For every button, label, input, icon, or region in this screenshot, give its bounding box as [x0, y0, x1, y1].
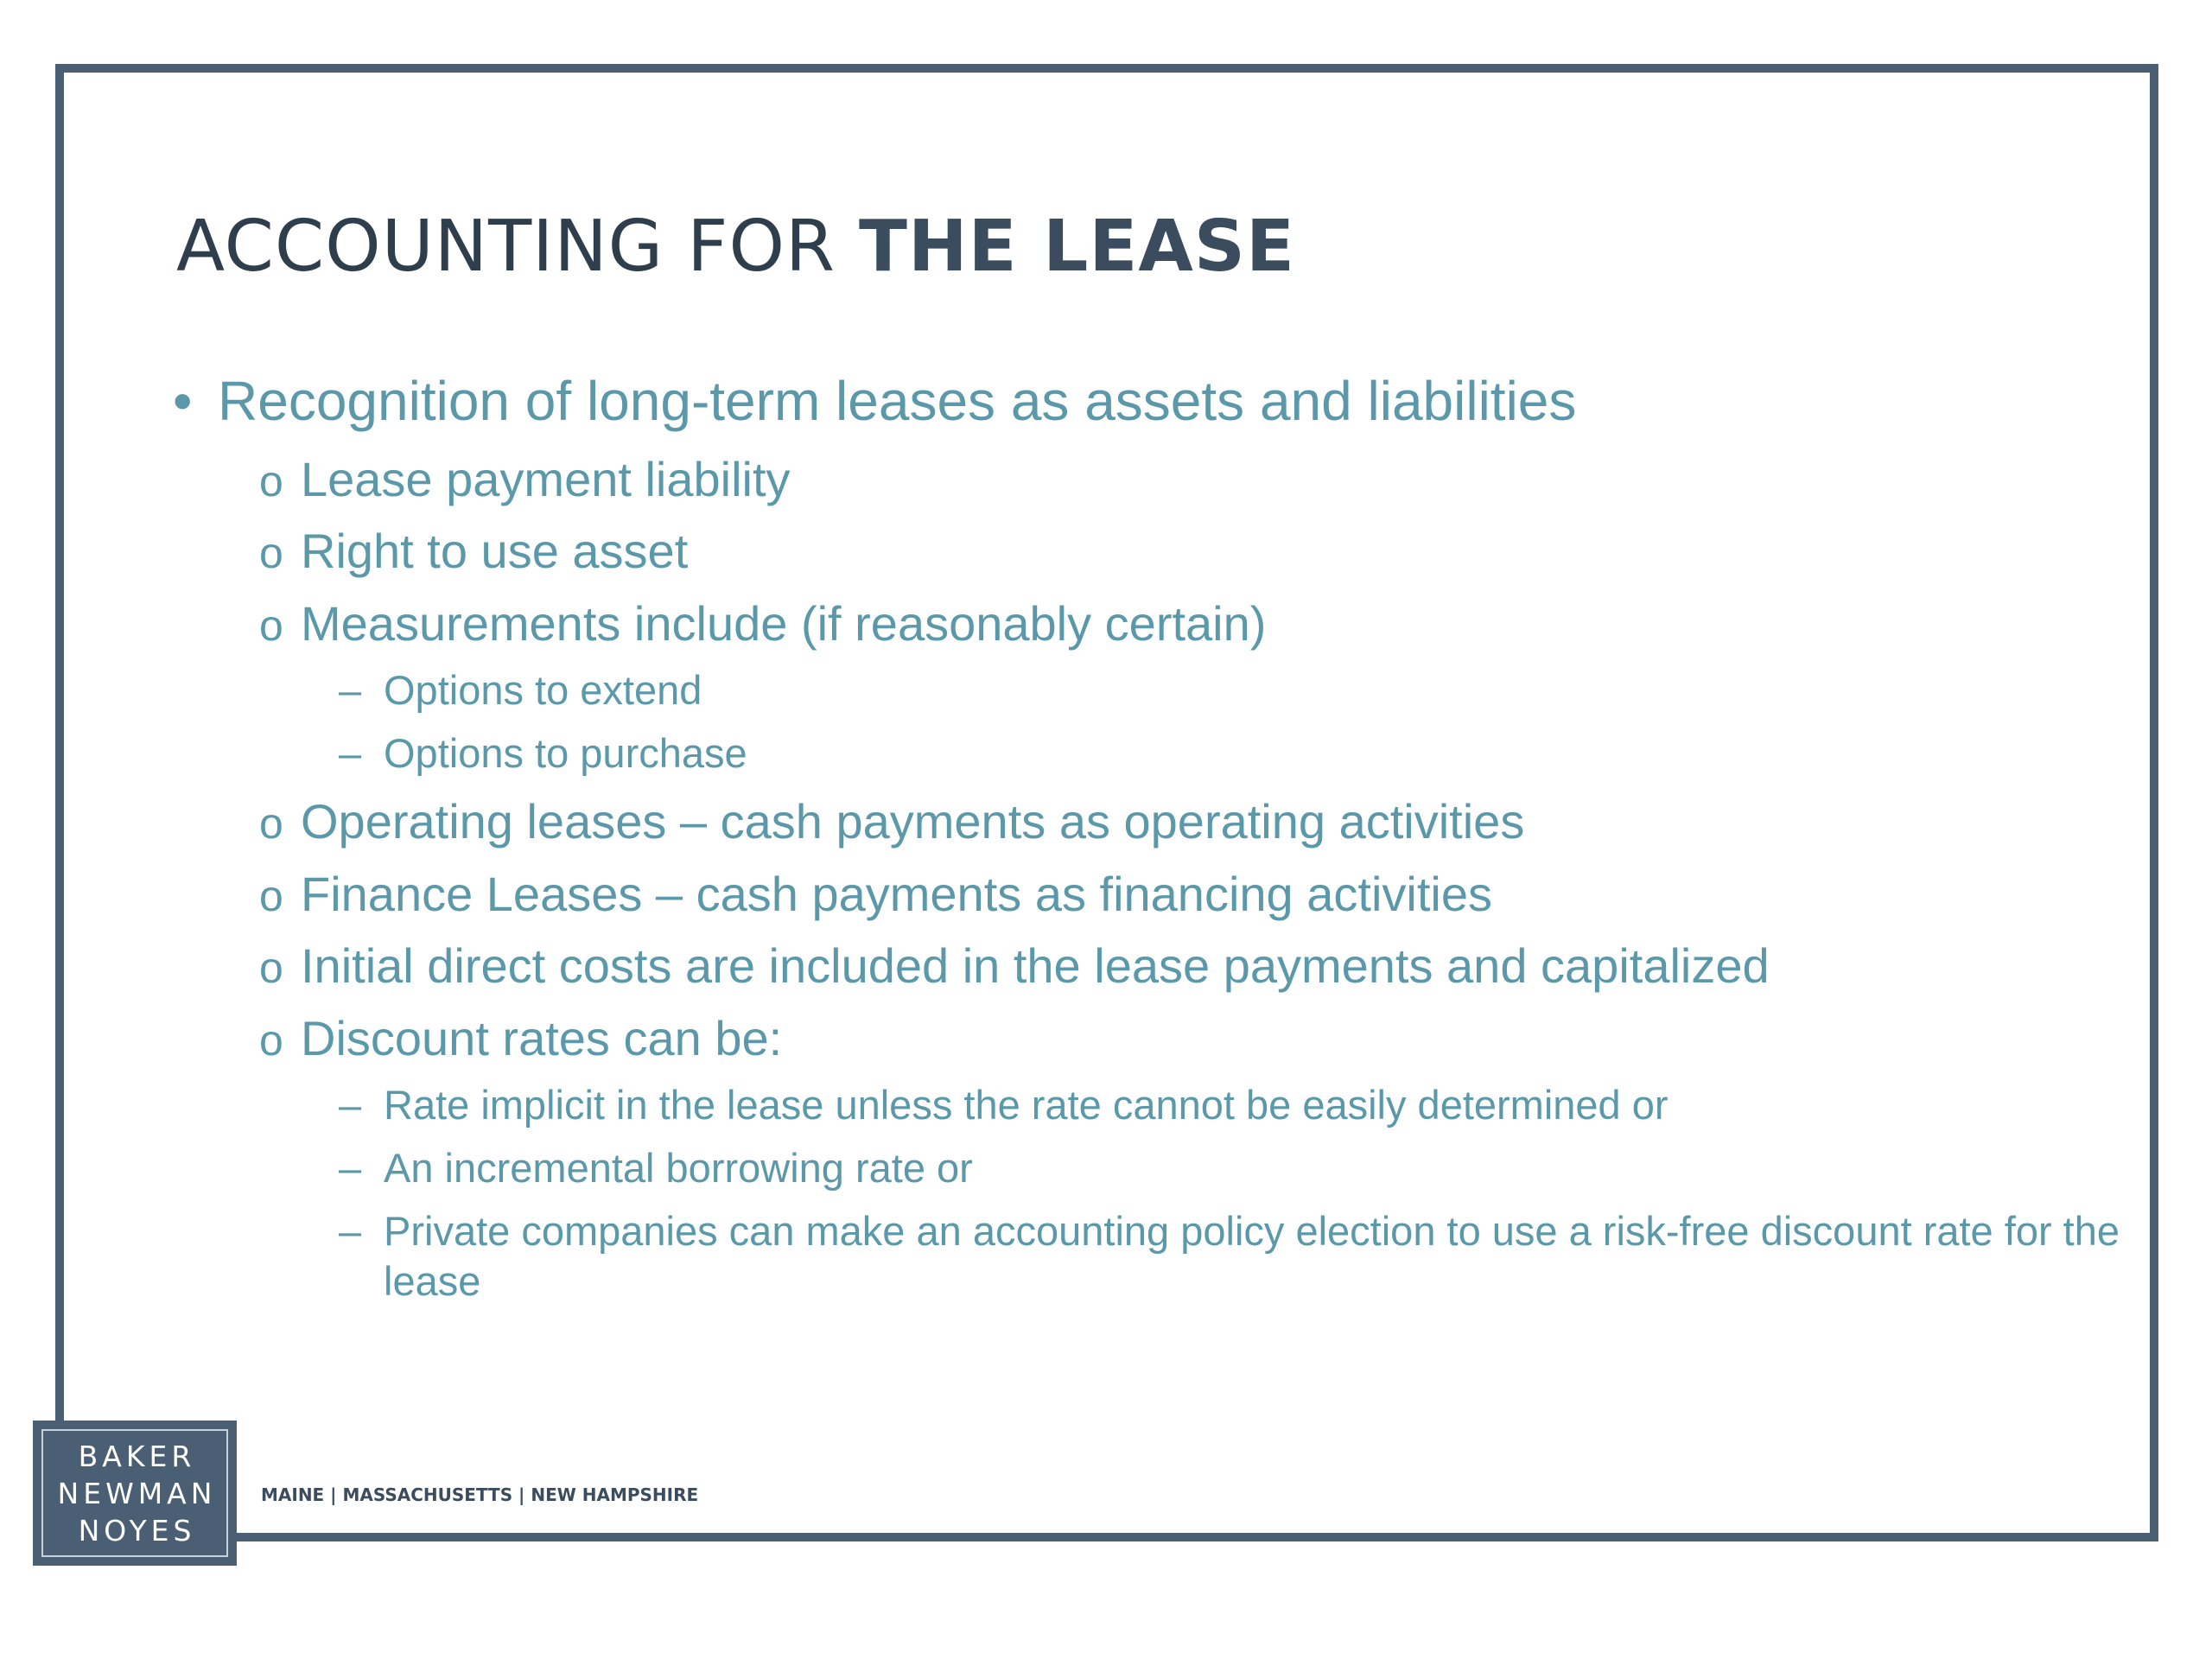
sub-bullet-text: Finance Leases – cash payments as financing activities	[301, 867, 1492, 921]
sub-sub-bullet-item	[339, 728, 747, 779]
sub-bullet-marker: o	[259, 1016, 283, 1065]
sub-bullet-text: Operating leases – cash payments as operating activities	[301, 794, 1525, 849]
sub-bullet-item	[259, 864, 1492, 926]
sub-bullet-text: Discount rates can be:	[301, 1011, 783, 1065]
sub-bullet-item	[259, 791, 1524, 854]
sub-bullet-item	[259, 1008, 782, 1071]
sub-bullet-item	[259, 594, 1266, 656]
sub-sub-bullet-text: Private companies can make an accounting policy election to use a risk-free discount rate for the	[384, 1208, 2120, 1254]
sub-bullet-marker: o	[259, 944, 283, 992]
sub-bullet-marker: o	[259, 872, 283, 920]
dash-marker: –	[339, 730, 362, 776]
sub-sub-bullet-text: Rate implicit in the lease unless the rate cannot be easily determined or	[384, 1082, 1669, 1128]
bullet-text: Recognition of long-term leases as assets and liabilities	[218, 370, 1577, 432]
logo-border	[41, 1429, 228, 1557]
sub-bullet-item	[259, 936, 1770, 998]
dash-marker: –	[339, 1082, 362, 1128]
sub-bullet-marker: o	[259, 529, 283, 577]
bullet-item	[173, 366, 1576, 435]
sub-bullet-marker: o	[259, 457, 283, 505]
sub-sub-bullet-item	[339, 1143, 973, 1193]
sub-bullet-item	[259, 449, 791, 512]
dash-marker: –	[339, 1145, 362, 1191]
sub-bullet-text: Initial direct costs are included in the lease payments and capitalized	[301, 938, 1770, 993]
sub-sub-bullet-item	[339, 1206, 2120, 1256]
footer-locations: MAINE | MASSACHUSETTS | NEW HAMPSHIRE	[261, 1484, 699, 1505]
logo-word-noyes: NOYES	[78, 1513, 196, 1548]
logo-word-newman: NEWMAN	[57, 1476, 217, 1510]
sub-sub-bullet-text: Options to purchase	[384, 730, 747, 776]
company-logo	[33, 1421, 237, 1566]
bullet-marker: •	[173, 370, 193, 432]
sub-bullet-marker: o	[259, 799, 283, 848]
sub-sub-bullet-continuation: lease	[384, 1258, 481, 1304]
title-bold: THE LEASE	[859, 206, 1295, 288]
sub-sub-bullet-text: Options to extend	[384, 667, 702, 713]
sub-bullet-item	[259, 521, 688, 583]
sub-bullet-text: Measurements include (if reasonably certain)	[301, 596, 1267, 651]
dash-marker: –	[339, 1208, 362, 1254]
sub-sub-bullet-text: An incremental borrowing rate or	[384, 1145, 973, 1191]
dash-marker: –	[339, 667, 362, 713]
sub-bullet-text: Right to use asset	[301, 524, 689, 578]
sub-sub-bullet-item	[339, 665, 702, 715]
title-light: ACCOUNTING FOR	[176, 206, 860, 288]
sub-sub-bullet-item	[339, 1080, 1669, 1130]
slide-title	[176, 204, 1295, 290]
logo-word-baker: BAKER	[78, 1439, 196, 1473]
sub-bullet-text: Lease payment liability	[301, 452, 791, 506]
sub-bullet-marker: o	[259, 601, 283, 650]
